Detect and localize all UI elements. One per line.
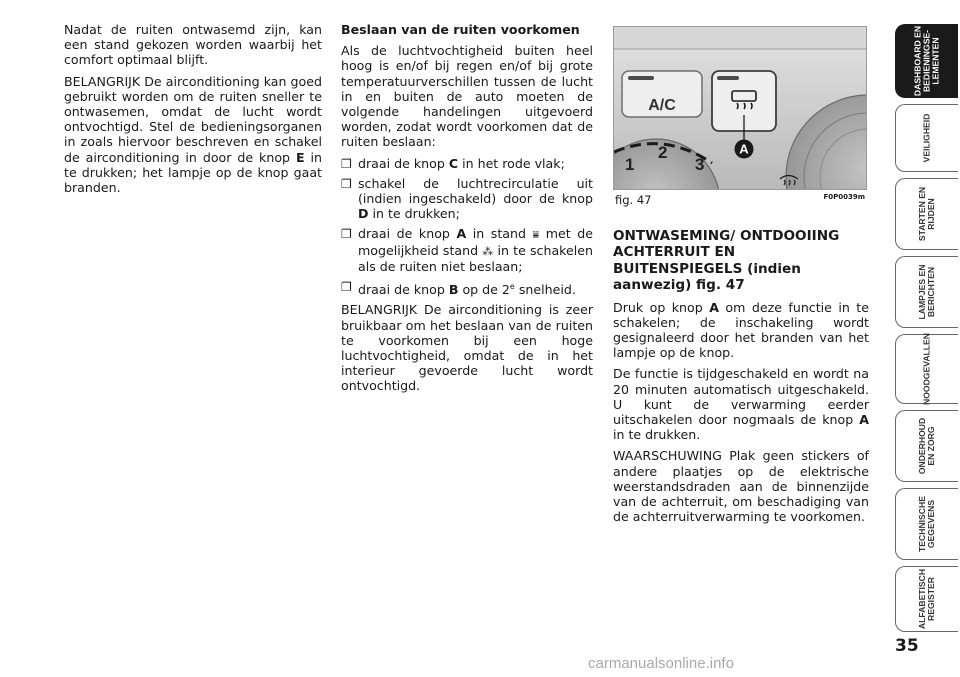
tab-label: ALFABETISCH REGISTER bbox=[917, 568, 936, 630]
tab-label: LAMPJES EN BERICHTEN bbox=[917, 264, 936, 320]
air-distribution-icon: ⁂ bbox=[482, 244, 494, 258]
tab-noodgevallen[interactable] bbox=[895, 334, 958, 404]
text: met de mogelijkheid stand bbox=[358, 226, 593, 258]
paragraph: WAARSCHUWING Plak geen stickers of andere plaatjes op de elektrische weerstandsdraden aan de binnenzijde van de achterruit, om beschadiging van de achterruitverwarming te voorkomen. bbox=[613, 448, 869, 525]
tab-lampjes[interactable] bbox=[895, 256, 958, 328]
text: draai de knop bbox=[358, 155, 449, 171]
list-item bbox=[341, 176, 593, 222]
list-item bbox=[341, 226, 593, 274]
climate-panel-illustration bbox=[614, 27, 867, 190]
knob-label: B bbox=[448, 282, 459, 298]
list-item bbox=[341, 156, 593, 171]
fan-speed-2: 2 bbox=[658, 143, 668, 162]
text: BELANGRIJK De airconditioning kan goed gebruikt worden om de ruiten sneller te ontwasemen, omdat de lucht wordt ontvochtigd. Stel de bedieningsorganen in zoals hiervoor beschreven en schakel de airconditioning in door de knop bbox=[64, 73, 322, 165]
knob-label: C bbox=[448, 155, 459, 171]
text: in te drukken; het lampje op de knop gaat branden. bbox=[64, 149, 322, 196]
text: in te drukken; bbox=[368, 206, 460, 222]
knob-label: A bbox=[859, 412, 869, 428]
text: Druk op knop bbox=[613, 299, 710, 315]
tab-technische[interactable] bbox=[895, 488, 958, 560]
page-number: 35 bbox=[895, 636, 919, 656]
knob-label: A bbox=[709, 299, 719, 315]
superscript: e bbox=[509, 282, 515, 292]
section-heading: ONTWASEMING/ ONTDOOIING ACHTERRUIT EN BUITENSPIEGELS (indien aanwezig) fig. 47 bbox=[613, 228, 840, 294]
tab-label: NOODGEVALLEN bbox=[921, 333, 932, 405]
tab-dashboard[interactable] bbox=[895, 24, 958, 98]
figure-label: fig. 47 bbox=[615, 193, 652, 207]
knob-label: D bbox=[358, 206, 369, 222]
tab-label: VEILIGHEID bbox=[921, 113, 932, 163]
tab-onderhoud[interactable] bbox=[895, 410, 958, 482]
column-right bbox=[613, 228, 869, 530]
text: draai de knop bbox=[358, 282, 449, 298]
paragraph: Als de luchtvochtigheid buiten heel hoog is en/of bij regen en/of bij grote temperatuurverschillen tussen de lucht in en buiten de auto moeten de volgende handelingen uitgevoerd worden, zodat wordt voorkomen dat de ruiten beslaan: bbox=[341, 43, 593, 150]
tab-label: ONDERHOUD EN ZORG bbox=[917, 417, 936, 475]
section-heading: Beslaan van de ruiten voorkomen bbox=[341, 22, 580, 37]
tab-starten[interactable] bbox=[895, 178, 958, 250]
watermark: carmanualsonline.info bbox=[588, 655, 734, 672]
text: in het rode vlak; bbox=[458, 155, 565, 171]
tab-veiligheid[interactable] bbox=[895, 104, 958, 172]
paragraph bbox=[64, 22, 322, 68]
column-middle bbox=[341, 22, 593, 400]
text: in te schakelen als de ruiten niet beslaan; bbox=[358, 242, 593, 274]
tab-label: DASHBOARD EN BEDIENINGSE- LEMENTEN bbox=[912, 25, 941, 97]
checkbox-bullet-icon: ❐ bbox=[341, 156, 352, 171]
tab-label: STARTEN EN RIJDEN bbox=[917, 186, 936, 242]
windscreen-defrost-icon: ⩸ bbox=[532, 228, 540, 242]
paragraph bbox=[64, 74, 322, 196]
text: draai de knop bbox=[358, 226, 457, 242]
knob-label: E bbox=[295, 149, 305, 165]
bullet-list bbox=[341, 156, 593, 298]
chapter-tabs bbox=[895, 24, 958, 634]
figure-code: F0P0039m bbox=[823, 193, 865, 201]
figure-47 bbox=[613, 26, 867, 190]
tab-label: TECHNISCHE GEGEVENS bbox=[917, 496, 936, 552]
figure-caption bbox=[613, 193, 867, 207]
checkbox-bullet-icon: ❐ bbox=[341, 227, 352, 242]
callout-letter: A bbox=[739, 141, 749, 157]
fan-speed-1: 1 bbox=[625, 155, 635, 174]
list-item bbox=[341, 279, 593, 297]
text: in te drukken. bbox=[613, 427, 701, 443]
text: De functie is tijdgeschakeld en wordt na 20 minuten automatisch uitgeschakeld. U kunt de verwarming eerder uitschakelen door nogmaals de knop bbox=[613, 366, 869, 428]
paragraph bbox=[613, 300, 869, 361]
text: in stand bbox=[466, 226, 533, 242]
fan-speed-3: 3 bbox=[695, 155, 705, 174]
knob-label: A bbox=[456, 226, 467, 242]
text: Nadat de ruiten ontwasemd zijn, kan een stand gekozen worden waarbij het comfort optimaal blijft. bbox=[64, 22, 322, 68]
paragraph: BELANGRIJK De airconditioning is zeer bruikbaar om het beslaan van de ruiten te voorkomen bij een hoge luchtvochtigheid, omdat de in het interieur gevoerde lucht wordt ontvochtigd. bbox=[341, 302, 593, 394]
checkbox-bullet-icon: ❐ bbox=[341, 280, 352, 295]
ac-label: A/C bbox=[648, 97, 676, 114]
text: op de 2 bbox=[458, 282, 510, 298]
paragraph bbox=[613, 366, 869, 442]
text: snelheid. bbox=[514, 282, 576, 298]
text: om deze functie in te schakelen; de inschakeling wordt gesignaleerd door het branden van het lampje op de knop. bbox=[613, 299, 869, 361]
text: schakel de luchtrecirculatie uit (indien ingeschakeld) door de knop bbox=[358, 175, 593, 207]
checkbox-bullet-icon: ❐ bbox=[341, 176, 352, 191]
column-left bbox=[64, 22, 322, 201]
tab-alfabetisch[interactable] bbox=[895, 566, 958, 632]
